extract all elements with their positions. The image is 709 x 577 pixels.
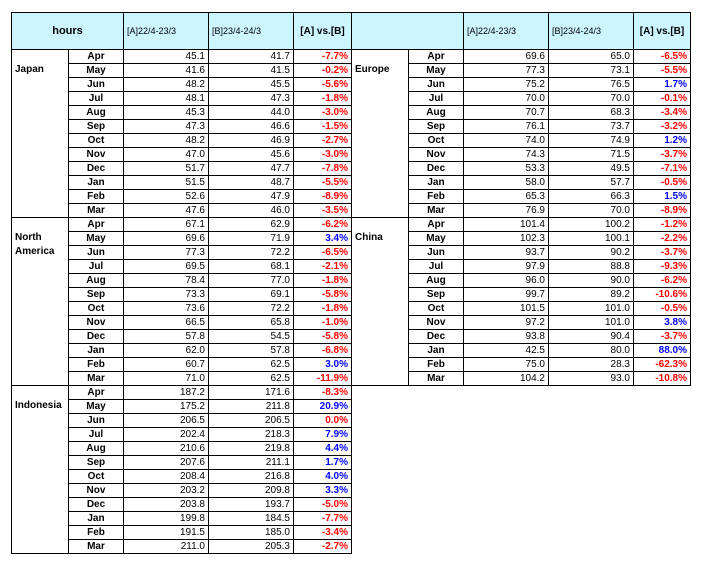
comparison-value: -1.8% <box>294 302 352 316</box>
period-b-value: 41.7 <box>209 50 294 64</box>
comparison-value: -2.7% <box>294 540 352 554</box>
period-a-value: 208.4 <box>124 470 209 484</box>
period-a-value: 187.2 <box>124 386 209 400</box>
period-a-value: 99.7 <box>464 288 549 302</box>
period-b-value: 45.5 <box>209 78 294 92</box>
hours-header: hours <box>12 13 124 50</box>
comparison-value: -8.9% <box>634 204 691 218</box>
comparison-value: -6.5% <box>634 50 691 64</box>
month-cell: Mar <box>69 372 124 386</box>
month-cell: Jan <box>69 176 124 190</box>
period-b-value: 100.2 <box>549 218 634 232</box>
month-cell: Dec <box>69 162 124 176</box>
comparison-value: -3.5% <box>294 204 352 218</box>
month-cell: May <box>69 400 124 414</box>
comparison-value: -6.5% <box>294 246 352 260</box>
month-cell: Jun <box>409 78 464 92</box>
period-b-value: 44.0 <box>209 106 294 120</box>
region-label: China <box>352 218 409 386</box>
month-cell: Jul <box>409 92 464 106</box>
month-cell: Jul <box>69 428 124 442</box>
month-cell: Apr <box>69 218 124 232</box>
period-b-value: 57.7 <box>549 176 634 190</box>
period-b-value: 47.9 <box>209 190 294 204</box>
month-cell: Oct <box>69 134 124 148</box>
month-cell: Oct <box>409 302 464 316</box>
period-a-value: 58.0 <box>464 176 549 190</box>
month-cell: Jan <box>409 344 464 358</box>
period-b-header: [B]23/4-24/3 <box>209 13 294 50</box>
period-a-value: 73.3 <box>124 288 209 302</box>
month-cell: Oct <box>69 470 124 484</box>
period-a-value: 47.0 <box>124 148 209 162</box>
month-cell: Nov <box>409 316 464 330</box>
month-cell: Jul <box>409 260 464 274</box>
comparison-value: -7.7% <box>294 512 352 526</box>
month-cell: Feb <box>409 190 464 204</box>
comparison-value: -9.3% <box>634 260 691 274</box>
month-cell: Feb <box>409 358 464 372</box>
period-b-value: 70.0 <box>549 204 634 218</box>
period-a-value: 77.3 <box>464 64 549 78</box>
comparison-value: -5.5% <box>294 176 352 190</box>
period-b-value: 89.2 <box>549 288 634 302</box>
region-header-blank <box>352 13 464 50</box>
period-a-value: 175.2 <box>124 400 209 414</box>
comparison-value: -1.8% <box>294 92 352 106</box>
period-b-value: 218.3 <box>209 428 294 442</box>
month-cell: Feb <box>69 358 124 372</box>
month-cell: Feb <box>69 190 124 204</box>
month-cell: Aug <box>409 274 464 288</box>
month-cell: Dec <box>409 162 464 176</box>
comparison-header: [A] vs.[B] <box>634 13 691 50</box>
period-a-value: 73.6 <box>124 302 209 316</box>
table-row <box>12 386 352 400</box>
period-a-value: 203.8 <box>124 498 209 512</box>
month-cell: May <box>69 64 124 78</box>
comparison-value: -2.7% <box>294 134 352 148</box>
month-cell: Feb <box>69 526 124 540</box>
comparison-value: -5.8% <box>294 330 352 344</box>
period-b-value: 69.1 <box>209 288 294 302</box>
comparison-value: -62.3% <box>634 358 691 372</box>
period-b-value: 101.0 <box>549 302 634 316</box>
month-cell: Mar <box>69 204 124 218</box>
comparison-value: -3.4% <box>294 526 352 540</box>
period-a-value: 71.0 <box>124 372 209 386</box>
period-a-value: 51.5 <box>124 176 209 190</box>
month-cell: Jun <box>409 246 464 260</box>
month-cell: Jun <box>69 414 124 428</box>
period-a-value: 69.5 <box>124 260 209 274</box>
month-cell: Jan <box>69 344 124 358</box>
period-b-value: 205.3 <box>209 540 294 554</box>
comparison-value: 4.4% <box>294 442 352 456</box>
period-b-value: 48.7 <box>209 176 294 190</box>
period-a-value: 41.6 <box>124 64 209 78</box>
period-a-value: 66.5 <box>124 316 209 330</box>
left-table-body <box>12 13 352 554</box>
period-b-value: 80.0 <box>549 344 634 358</box>
month-cell: Nov <box>69 316 124 330</box>
period-a-value: 60.7 <box>124 358 209 372</box>
comparison-value: 3.3% <box>294 484 352 498</box>
period-b-value: 62.5 <box>209 358 294 372</box>
period-a-value: 47.3 <box>124 120 209 134</box>
period-a-value: 74.3 <box>464 148 549 162</box>
period-b-value: 74.9 <box>549 134 634 148</box>
period-b-value: 90.0 <box>549 274 634 288</box>
period-b-value: 54.5 <box>209 330 294 344</box>
period-b-value: 216.8 <box>209 470 294 484</box>
right-table-body <box>352 13 691 386</box>
month-cell: Aug <box>69 106 124 120</box>
region-label: Europe <box>352 50 409 218</box>
comparison-value: 7.9% <box>294 428 352 442</box>
period-a-value: 96.0 <box>464 274 549 288</box>
month-cell: Apr <box>409 218 464 232</box>
period-a-header: [A]22/4-23/3 <box>464 13 549 50</box>
table-row <box>352 218 691 232</box>
period-b-value: 77.0 <box>209 274 294 288</box>
comparison-value: -8.9% <box>294 190 352 204</box>
period-a-value: 97.9 <box>464 260 549 274</box>
period-a-value: 65.3 <box>464 190 549 204</box>
period-b-value: 100.1 <box>549 232 634 246</box>
comparison-value: -3.4% <box>634 106 691 120</box>
month-cell: Jan <box>409 176 464 190</box>
month-cell: Oct <box>69 302 124 316</box>
period-b-value: 46.6 <box>209 120 294 134</box>
period-a-value: 78.4 <box>124 274 209 288</box>
period-a-value: 76.1 <box>464 120 549 134</box>
period-b-value: 46.0 <box>209 204 294 218</box>
comparison-value: -0.1% <box>634 92 691 106</box>
period-b-value: 66.3 <box>549 190 634 204</box>
period-b-header: [B]23/4-24/3 <box>549 13 634 50</box>
period-a-value: 52.6 <box>124 190 209 204</box>
period-b-value: 57.8 <box>209 344 294 358</box>
period-a-value: 76.9 <box>464 204 549 218</box>
period-b-value: 45.6 <box>209 148 294 162</box>
period-a-value: 62.0 <box>124 344 209 358</box>
comparison-value: -3.2% <box>634 120 691 134</box>
comparison-value: 1.7% <box>634 78 691 92</box>
period-a-value: 42.5 <box>464 344 549 358</box>
comparison-value: -0.5% <box>634 302 691 316</box>
period-a-value: 45.1 <box>124 50 209 64</box>
table-row <box>12 50 352 64</box>
period-a-value: 69.6 <box>464 50 549 64</box>
comparison-value: -3.7% <box>634 148 691 162</box>
period-a-value: 207.6 <box>124 456 209 470</box>
comparison-value: -1.5% <box>294 120 352 134</box>
period-b-value: 219.8 <box>209 442 294 456</box>
comparison-value: -6.2% <box>634 274 691 288</box>
period-b-value: 72.2 <box>209 302 294 316</box>
month-cell: Dec <box>69 498 124 512</box>
comparison-value: -3.0% <box>294 106 352 120</box>
comparison-value: 1.5% <box>634 190 691 204</box>
comparison-value: -3.7% <box>634 246 691 260</box>
period-a-value: 57.8 <box>124 330 209 344</box>
comparison-value: 3.8% <box>634 316 691 330</box>
period-b-value: 72.2 <box>209 246 294 260</box>
header-row <box>12 13 352 50</box>
period-a-header: [A]22/4-23/3 <box>124 13 209 50</box>
period-a-value: 48.2 <box>124 134 209 148</box>
period-b-value: 88.8 <box>549 260 634 274</box>
period-a-value: 70.0 <box>464 92 549 106</box>
period-b-value: 211.8 <box>209 400 294 414</box>
month-cell: Sep <box>409 120 464 134</box>
period-b-value: 70.0 <box>549 92 634 106</box>
month-cell: Apr <box>69 50 124 64</box>
month-cell: May <box>409 232 464 246</box>
period-b-value: 185.0 <box>209 526 294 540</box>
period-b-value: 206.5 <box>209 414 294 428</box>
month-cell: Jun <box>69 246 124 260</box>
month-cell: Nov <box>69 484 124 498</box>
comparison-value: -11.9% <box>294 372 352 386</box>
comparison-value: 0.0% <box>294 414 352 428</box>
comparison-value: 1.2% <box>634 134 691 148</box>
comparison-value: -0.5% <box>634 176 691 190</box>
month-cell: Aug <box>409 106 464 120</box>
comparison-value: -1.8% <box>294 274 352 288</box>
comparison-value: -2.1% <box>294 260 352 274</box>
month-cell: Oct <box>409 134 464 148</box>
period-b-value: 62.5 <box>209 372 294 386</box>
period-a-value: 51.7 <box>124 162 209 176</box>
month-cell: Sep <box>69 120 124 134</box>
month-cell: Sep <box>69 288 124 302</box>
month-cell: Mar <box>409 372 464 386</box>
month-cell: Aug <box>69 442 124 456</box>
period-a-value: 53.3 <box>464 162 549 176</box>
comparison-value: -1.0% <box>294 316 352 330</box>
month-cell: Aug <box>69 274 124 288</box>
period-b-value: 41.5 <box>209 64 294 78</box>
period-a-value: 75.0 <box>464 358 549 372</box>
comparison-value: -5.0% <box>294 498 352 512</box>
period-b-value: 193.7 <box>209 498 294 512</box>
comparison-value: -6.8% <box>294 344 352 358</box>
comparison-value: 1.7% <box>294 456 352 470</box>
period-b-value: 65.0 <box>549 50 634 64</box>
period-b-value: 47.7 <box>209 162 294 176</box>
period-b-value: 47.3 <box>209 92 294 106</box>
comparison-value: -0.2% <box>294 64 352 78</box>
period-a-value: 206.5 <box>124 414 209 428</box>
period-a-value: 70.7 <box>464 106 549 120</box>
period-b-value: 73.1 <box>549 64 634 78</box>
period-b-value: 76.5 <box>549 78 634 92</box>
period-a-value: 211.0 <box>124 540 209 554</box>
period-b-value: 73.7 <box>549 120 634 134</box>
left-hours-table <box>11 12 352 554</box>
period-a-value: 48.2 <box>124 78 209 92</box>
period-b-value: 90.2 <box>549 246 634 260</box>
month-cell: Jul <box>69 92 124 106</box>
period-b-value: 46.9 <box>209 134 294 148</box>
period-a-value: 102.3 <box>464 232 549 246</box>
month-cell: May <box>409 64 464 78</box>
comparison-value: -5.8% <box>294 288 352 302</box>
comparison-value: -10.6% <box>634 288 691 302</box>
comparison-value: 4.0% <box>294 470 352 484</box>
period-a-value: 203.2 <box>124 484 209 498</box>
comparison-value: -1.2% <box>634 218 691 232</box>
period-a-value: 191.5 <box>124 526 209 540</box>
comparison-value: -7.1% <box>634 162 691 176</box>
comparison-value: 3.0% <box>294 358 352 372</box>
comparison-value: 20.9% <box>294 400 352 414</box>
month-cell: Apr <box>409 50 464 64</box>
period-a-value: 101.5 <box>464 302 549 316</box>
comparison-value: -2.2% <box>634 232 691 246</box>
comparison-header: [A] vs.[B] <box>294 13 352 50</box>
comparison-value: -8.3% <box>294 386 352 400</box>
comparison-value: -5.5% <box>634 64 691 78</box>
period-a-value: 97.2 <box>464 316 549 330</box>
period-a-value: 101.4 <box>464 218 549 232</box>
comparison-value: -3.0% <box>294 148 352 162</box>
month-cell: Dec <box>409 330 464 344</box>
period-b-value: 93.0 <box>549 372 634 386</box>
period-b-value: 90.4 <box>549 330 634 344</box>
comparison-value: 3.4% <box>294 232 352 246</box>
table-row <box>12 218 352 232</box>
month-cell: Apr <box>69 386 124 400</box>
period-a-value: 48.1 <box>124 92 209 106</box>
period-b-value: 68.1 <box>209 260 294 274</box>
period-a-value: 69.6 <box>124 232 209 246</box>
month-cell: Dec <box>69 330 124 344</box>
period-b-value: 62.9 <box>209 218 294 232</box>
period-a-value: 75.2 <box>464 78 549 92</box>
period-a-value: 199.8 <box>124 512 209 526</box>
month-cell: Sep <box>409 288 464 302</box>
region-label: North America <box>12 218 69 386</box>
month-cell: Nov <box>409 148 464 162</box>
period-b-value: 65.8 <box>209 316 294 330</box>
period-b-value: 209.8 <box>209 484 294 498</box>
comparison-value: -3.7% <box>634 330 691 344</box>
comparison-value: -7.7% <box>294 50 352 64</box>
comparison-value: -7.8% <box>294 162 352 176</box>
table-row <box>352 50 691 64</box>
period-a-value: 67.1 <box>124 218 209 232</box>
month-cell: May <box>69 232 124 246</box>
month-cell: Sep <box>69 456 124 470</box>
comparison-value: -5.6% <box>294 78 352 92</box>
period-b-value: 71.5 <box>549 148 634 162</box>
period-b-value: 49.5 <box>549 162 634 176</box>
period-b-value: 184.5 <box>209 512 294 526</box>
region-label: Japan <box>12 50 69 218</box>
month-cell: Jul <box>69 260 124 274</box>
period-b-value: 71.9 <box>209 232 294 246</box>
comparison-value: -10.8% <box>634 372 691 386</box>
period-a-value: 93.8 <box>464 330 549 344</box>
period-b-value: 28.3 <box>549 358 634 372</box>
period-a-value: 210.6 <box>124 442 209 456</box>
period-a-value: 93.7 <box>464 246 549 260</box>
period-b-value: 101.0 <box>549 316 634 330</box>
period-b-value: 171.6 <box>209 386 294 400</box>
right-hours-table <box>351 12 691 386</box>
month-cell: Jun <box>69 78 124 92</box>
month-cell: Nov <box>69 148 124 162</box>
month-cell: Jan <box>69 512 124 526</box>
period-b-value: 211.1 <box>209 456 294 470</box>
header-row <box>352 13 691 50</box>
month-cell: Mar <box>409 204 464 218</box>
comparison-value: -6.2% <box>294 218 352 232</box>
region-label: Indonesia <box>12 386 69 554</box>
period-a-value: 45.3 <box>124 106 209 120</box>
period-a-value: 202.4 <box>124 428 209 442</box>
period-a-value: 104.2 <box>464 372 549 386</box>
period-a-value: 77.3 <box>124 246 209 260</box>
period-b-value: 68.3 <box>549 106 634 120</box>
period-a-value: 74.0 <box>464 134 549 148</box>
period-a-value: 47.6 <box>124 204 209 218</box>
month-cell: Mar <box>69 540 124 554</box>
comparison-value: 88.0% <box>634 344 691 358</box>
